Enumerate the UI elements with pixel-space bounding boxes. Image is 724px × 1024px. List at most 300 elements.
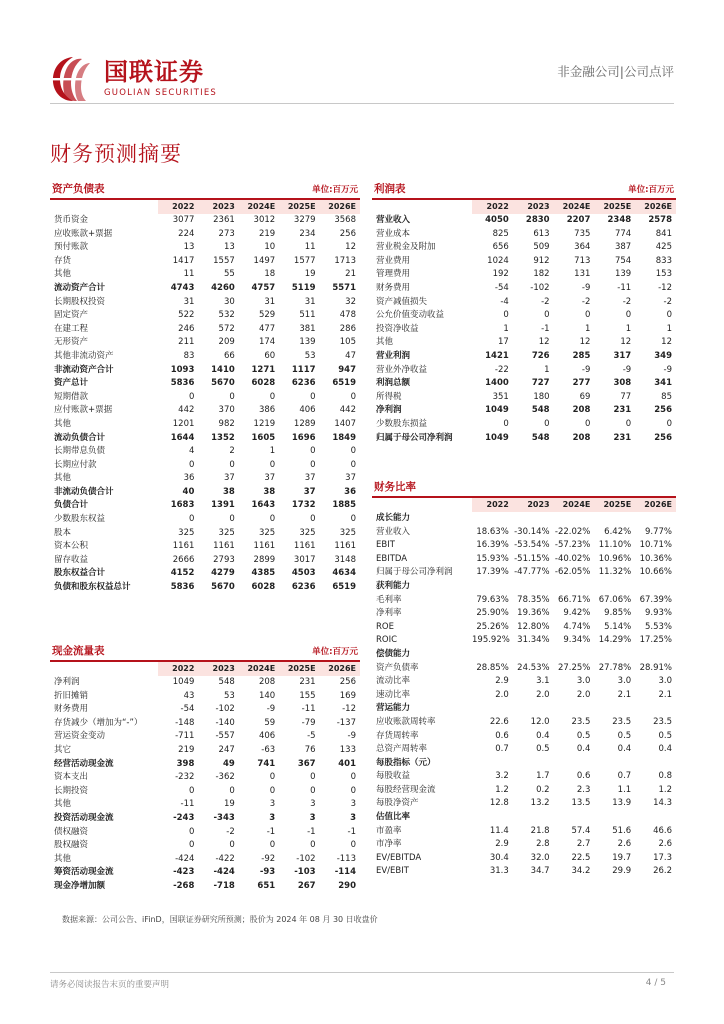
table-cell: 1117 [291,364,316,375]
table-row [50,391,360,405]
table-cell: 0 [350,772,356,783]
row-label: 无形资产 [54,337,89,348]
table-cell: -47.77% [514,567,550,578]
table-cell: 0 [188,840,195,851]
column-header: 2022 [158,662,198,676]
page-header [0,0,724,110]
report-category: 非金融公司|公司点评 [557,64,674,79]
table-cell: 442 [178,405,195,416]
table-cell: 0 [350,785,356,796]
row-label: 流动比率 [376,676,411,687]
table-cell: 1271 [251,364,276,375]
table-cell: 477 [258,323,276,334]
table-row [372,675,676,689]
table-row [50,404,360,418]
table-cell: 1049 [485,432,509,443]
table-cell: 6519 [332,378,356,389]
table-cell: 12 [538,337,550,348]
table-cell: 1 [503,323,509,334]
brand-name-en: GUOLIAN SECURITIES [104,88,218,98]
table-row [50,771,360,785]
table-cell: 308 [613,378,632,389]
table-cell [594,702,635,716]
table-cell: 1849 [332,432,356,443]
table-cell: 478 [339,310,356,321]
table-cell: 30 [223,296,235,307]
balance-sheet-title: 资产负债表 [52,183,105,195]
table-row [372,228,676,242]
table-row [50,282,360,296]
table-cell: 19 [223,799,235,810]
table-cell: -9 [622,364,632,375]
row-label: 负债合计 [54,500,89,511]
table-cell: 1 [269,446,276,457]
brand-name: 国联证券 [104,58,204,86]
table-row [372,336,676,350]
table-cell: 1.1 [617,784,632,795]
table-cell: 31 [304,296,316,307]
table-cell: 0 [269,514,276,525]
table-cell: 5119 [291,282,316,293]
cash-flow-table [50,662,360,894]
header-label-cell [372,498,472,512]
table-row [372,418,676,432]
table-row [372,852,676,866]
table-cell: -557 [215,731,235,742]
table-cell: 0 [229,785,235,796]
table-row [50,323,360,337]
row-label: 资产负债率 [376,662,419,673]
column-header: 2024E [554,200,595,214]
table-cell: -4 [500,296,509,307]
balance-sheet-unit: 单位:百万元 [312,185,358,195]
row-label: 预付账款 [54,242,89,253]
table-cell: 69 [579,391,591,402]
table-cell: 0.6 [576,771,591,782]
table-cell: 13.2 [530,798,550,809]
table-cell: -102 [296,853,316,864]
table-row [372,309,676,323]
table-cell: 40 [182,486,195,497]
row-label: 长期股权投资 [54,296,106,307]
table-cell: 325 [339,527,356,538]
table-cell: 2.7 [576,839,591,850]
row-label: 财务费用 [376,282,411,293]
table-cell [554,580,595,594]
table-cell: 11.10% [598,540,632,551]
table-cell: 735 [574,228,591,239]
data-source-note: 数据来源：公司公告、iFinD，国联证券研究所预测；股价为 2024 年 08 月 30 日收盘价 [62,915,378,924]
table-cell: 4.74% [563,621,591,632]
table-row [372,350,676,364]
table-cell: 12.0 [530,716,550,727]
table-cell: -63 [261,744,276,755]
cash-flow-panel [50,644,360,894]
column-header: 2022 [158,200,198,214]
table-cell: 1644 [170,432,195,443]
table-cell [594,580,635,594]
row-label: EBITDA [376,553,408,564]
table-cell: 2.3 [576,784,591,795]
table-cell: 19.7 [612,852,632,863]
table-cell: 234 [299,228,316,239]
table-cell: 370 [218,405,235,416]
table-cell: 37 [345,473,356,484]
table-cell: 0 [229,459,235,470]
table-cell: 246 [178,323,195,334]
table-cell: 0.4 [617,744,632,755]
column-header: 2022 [472,200,513,214]
table-cell: 3 [310,799,316,810]
row-label: 现金净增加额 [54,880,106,891]
table-cell: 2.1 [617,689,632,700]
row-label: 存货 [54,255,72,266]
table-cell: -243 [173,812,195,823]
table-cell: 55 [223,269,235,280]
row-label: 债权融资 [54,826,89,837]
row-label: 营业费用 [376,255,411,266]
table-cell: 0 [310,459,316,470]
table-cell: 256 [339,228,356,239]
table-row [50,758,360,772]
table-cell [472,580,513,594]
table-cell: -102 [215,704,235,715]
column-header: 2026E [635,200,676,214]
table-cell: 2.0 [576,689,591,700]
table-cell: 2.0 [536,689,550,700]
table-cell: 0.7 [617,771,632,782]
cash-flow-title: 现金流量表 [52,645,105,657]
table-cell: 1289 [293,418,316,429]
column-header: 2026E [320,662,360,676]
table-cell: 12 [620,337,632,348]
table-cell: 247 [218,744,235,755]
table-cell: 3012 [253,215,276,225]
table-cell: -148 [175,717,195,728]
table-cell: 19 [304,269,316,280]
table-cell: 219 [178,744,195,755]
table-cell: 49 [222,758,235,769]
table-cell: 16.39% [476,540,509,551]
table-row [372,784,676,798]
footer-divider [50,972,674,973]
row-label: EBIT [376,540,395,551]
table-cell: 0 [625,418,632,429]
table-cell [472,512,513,526]
row-label: ROE [376,621,394,632]
row-label: 非流动负债合计 [54,486,114,497]
table-cell: -30.14% [514,526,550,537]
table-cell: 5670 [211,378,235,389]
table-cell: 0 [544,418,550,429]
table-cell: 5571 [332,282,356,293]
row-label: 其他 [54,269,72,280]
table-cell: 10.66% [639,567,672,578]
table-row [50,499,360,513]
table-row [372,391,676,405]
table-cell: 286 [339,323,356,334]
row-label: 营运能力 [376,703,411,714]
table-cell: 2 [229,446,235,457]
table-header-row [50,200,360,214]
table-cell [594,648,635,662]
table-cell: 0.8 [658,771,672,782]
table-cell: 67.06% [598,594,632,605]
table-row [50,880,360,894]
table-cell: 25.90% [476,608,509,619]
table-cell: 656 [492,242,509,253]
table-cell: 23.5 [571,716,591,727]
table-cell: 0.5 [576,730,591,741]
column-header: 2024E [239,200,279,214]
table-row [372,364,676,378]
row-label: 经营活动现金流 [54,758,114,769]
table-cell: -57.23% [554,540,591,551]
table-cell: 21 [345,269,356,280]
table-cell: 9.93% [644,608,672,619]
table-cell: 0.5 [617,730,632,741]
table-cell: 406 [299,405,316,416]
table-row [50,214,360,228]
table-cell: 522 [178,310,195,321]
table-cell: 9.77% [644,526,672,537]
row-label: 公允价值变动收益 [376,310,445,321]
table-cell: 219 [258,228,276,239]
table-cell: 0 [666,310,672,321]
table-cell: -11 [617,282,632,293]
table-cell: 0 [188,785,195,796]
row-label: 营业利润 [376,350,411,361]
row-label: 归属于母公司净利润 [376,432,453,443]
table-cell [472,757,513,771]
row-label: 资产减值损失 [376,296,428,307]
table-cell [513,580,554,594]
table-cell: 1 [584,323,591,334]
table-row [372,716,676,730]
row-label: 股权融资 [54,840,89,851]
table-cell: 85 [661,391,672,402]
table-cell: 0 [188,826,195,837]
column-header: 2025E [594,498,635,512]
table-cell: 256 [339,677,356,687]
row-label: 营业收入 [376,215,411,225]
table-cell: 10.71% [639,540,672,551]
table-cell: -5 [307,731,316,742]
income-statement-table [372,200,676,445]
table-row [50,296,360,310]
table-row [50,581,360,595]
table-cell: 367 [297,758,316,769]
row-label: 营业收入 [376,526,411,537]
table-cell: 26.2 [653,866,672,877]
table-cell [513,512,554,526]
table-cell: 548 [531,432,550,443]
row-label: 长期带息负债 [54,446,106,457]
table-row [50,432,360,446]
table-row [372,648,676,662]
table-cell: 2.9 [495,676,509,687]
table-cell: 3.0 [576,676,591,687]
row-label: 总资产周转率 [376,744,428,755]
table-cell: 1683 [170,500,195,511]
table-cell: 180 [533,391,550,402]
table-cell: 387 [614,242,632,253]
table-cell: 12 [345,242,356,253]
table-row [372,825,676,839]
table-cell: 256 [654,432,672,443]
table-cell: 38 [263,486,276,497]
row-label: 股东权益合计 [54,568,106,579]
table-cell: 349 [654,350,672,361]
table-cell: 1577 [293,255,316,266]
table-cell: 34.7 [530,866,550,877]
table-cell: 381 [299,323,316,334]
table-cell: 105 [339,337,356,348]
table-cell: 548 [531,405,550,416]
table-cell [594,512,635,526]
column-header: 2026E [320,200,360,214]
row-label: EV/EBIT [376,866,409,877]
table-cell: 59 [264,717,276,728]
row-label: 净利率 [376,608,402,619]
column-header: 2025E [279,200,319,214]
row-label: 短期借款 [54,391,89,402]
table-cell: 23.5 [612,716,632,727]
table-cell: 0 [666,418,672,429]
table-cell: 31.3 [489,866,509,877]
table-cell: 0 [188,391,195,402]
table-cell: 532 [218,310,235,321]
table-row [50,676,360,690]
table-row [372,539,676,553]
row-label: 获利能力 [376,580,411,591]
table-cell: 3148 [334,554,356,565]
row-label: 流动负债合计 [54,432,106,443]
table-cell: 38 [222,486,235,497]
table-cell: 6236 [291,582,316,593]
table-row [372,404,676,418]
table-cell: 1643 [251,500,276,511]
table-cell: 401 [338,758,356,769]
table-cell: 13.5 [571,798,591,809]
table-cell: 0 [350,446,356,457]
table-cell: 153 [655,269,672,280]
table-row [372,634,676,648]
row-label: 存货减少（增加为“-”） [54,717,143,728]
table-cell: 548 [218,677,235,687]
page-number: 4 / 5 [645,978,666,988]
table-cell: -9 [266,704,276,715]
table-cell [554,811,595,825]
table-cell: 17.3 [653,852,672,863]
table-row [372,797,676,811]
table-cell: 10.36% [639,553,672,564]
table-cell: 4503 [291,568,316,579]
table-cell: 351 [492,391,509,402]
column-header: 2023 [513,498,554,512]
table-cell [513,702,554,716]
table-cell [635,757,676,771]
table-cell: 15.93% [476,553,509,564]
row-label: 其他 [54,799,72,810]
row-label: 财务费用 [54,704,89,715]
table-cell: -711 [175,731,195,742]
table-cell: -53.54% [514,540,550,551]
row-label: 应付账款+票据 [54,405,113,416]
table-cell: 37 [223,473,235,484]
table-row [372,296,676,310]
table-cell: 25.26% [476,621,509,632]
column-header: 2023 [198,200,238,214]
table-cell: 1713 [334,255,356,266]
table-cell: -424 [213,867,235,878]
table-cell: 21.8 [530,825,550,836]
table-cell: 1161 [253,541,276,552]
row-label: ROIC [376,635,398,646]
table-cell: -362 [215,772,235,783]
row-label: 每股净资产 [376,798,419,809]
table-cell: 1.2 [658,784,672,795]
table-row [372,757,676,771]
table-cell: -51.15% [514,553,550,564]
row-label: 在建工程 [54,323,89,334]
column-header: 2025E [594,200,635,214]
row-label: 负债和股东权益总计 [54,582,131,593]
table-row [50,309,360,323]
table-row [50,486,360,500]
table-cell: 9.42% [563,608,591,619]
table-cell: -1 [266,826,276,837]
table-cell: 325 [299,527,316,538]
ratios-title: 财务比率 [374,481,416,493]
ratios-panel [372,480,676,879]
table-row [50,527,360,541]
table-cell: 0 [350,459,356,470]
balance-sheet-table [50,200,360,595]
table-cell: 833 [655,255,672,266]
table-cell: 1161 [293,541,316,552]
row-label: 市净率 [376,839,402,850]
table-cell: 0.5 [658,730,672,741]
table-row [372,255,676,269]
table-cell: 77 [620,391,632,402]
row-label: 长期应付款 [54,459,97,470]
table-cell: 1400 [485,378,509,389]
table-cell: -113 [336,853,356,864]
table-row [50,839,360,853]
table-row [372,580,676,594]
table-cell: 83 [183,350,195,361]
table-cell: 1.2 [495,784,509,795]
table-cell: 3017 [293,554,316,565]
table-cell: 0 [310,785,316,796]
table-cell: 6028 [251,582,276,593]
table-row [372,838,676,852]
table-cell: 3 [350,799,356,810]
table-cell: 0 [310,772,316,783]
table-cell: -11 [180,799,195,810]
table-cell [554,757,595,771]
table-cell: 13 [223,242,235,253]
header-label-cell [50,200,158,214]
table-cell: 4385 [251,568,276,579]
table-cell: 0 [350,514,356,525]
table-cell: 5836 [170,582,195,593]
table-cell: 825 [492,228,509,239]
table-cell: -9 [581,364,591,375]
table-cell: 28.85% [476,662,509,673]
table-cell: 36 [344,486,356,497]
